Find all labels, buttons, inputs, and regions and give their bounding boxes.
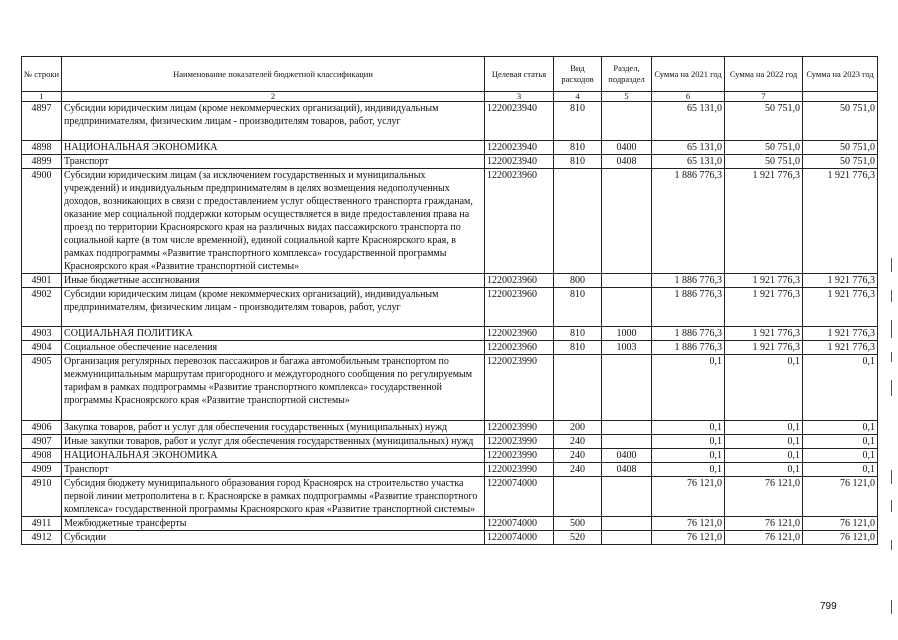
row-number: 4909 [22,463,62,477]
expense-type: 500 [554,517,602,531]
column-number: 3 [485,92,554,102]
header-section: Раздел, подраздел [602,57,652,92]
indicator-name: Иные бюджетные ассигнования [62,274,485,288]
sum-2021: 1 886 776,3 [652,341,725,355]
scan-edge-mark [891,290,892,302]
scan-edge-mark [891,470,892,484]
sum-2023: 0,1 [803,449,878,463]
sum-2023: 0,1 [803,463,878,477]
row-number: 4906 [22,421,62,435]
table-row [22,341,878,355]
section-code [602,477,652,517]
expense-type: 240 [554,449,602,463]
header-row-number: № строки [22,57,62,92]
indicator-name: Субсидии юридическим лицам (кроме некоммерческих организаций), индивидуальным предпринимателям, физическим лицам - производителям товаров, работ, услуг [62,288,485,327]
target-article: 1220023960 [485,274,554,288]
scan-edge-mark [891,320,892,338]
section-code [602,274,652,288]
target-article: 1220074000 [485,477,554,517]
indicator-name: Закупка товаров, работ и услуг для обеспечения государственных (муниципальных) нужд [62,421,485,435]
row-number: 4911 [22,517,62,531]
sum-2021: 1 886 776,3 [652,288,725,327]
column-number: 6 [652,92,725,102]
target-article: 1220074000 [485,531,554,545]
expense-type [554,355,602,421]
target-article: 1220023990 [485,421,554,435]
row-number: 4903 [22,327,62,341]
indicator-name: Субсидии юридическим лицам (за исключением государственных и муниципальных учреждений) и индивидуальным предпринимателям в целях возмещения недополученных доходов, возникающих в связи с предоставлением услуг общественного транспорта гражданам, оказание мер социальной поддержки которым осуществляется в виде предоставления права на проезд по территории Красноярского края на различных видах пассажирского транспорта по социальной карте (в том числе временной), единой социальной карте Красноярского края, в рамках подпрограммы «Развитие транспортного комплекса» государственной программы Красноярского края «Развитие транспортной системы» [62,169,485,274]
expense-type: 200 [554,421,602,435]
sum-2021: 65 131,0 [652,141,725,155]
indicator-name: Транспорт [62,155,485,169]
page-number: 799 [820,601,837,612]
target-article: 1220023960 [485,327,554,341]
indicator-name: Субсидии юридическим лицам (кроме некоммерческих организаций), индивидуальным предпринимателям, физическим лицам - производителям товаров, работ, услуг [62,102,485,141]
table-row [22,327,878,341]
expense-type: 520 [554,531,602,545]
section-code: 0408 [602,463,652,477]
sum-2023: 1 921 776,3 [803,341,878,355]
sum-2022: 50 751,0 [725,102,803,141]
expense-type: 800 [554,274,602,288]
scan-edge-mark [891,352,892,362]
sum-2021: 1 886 776,3 [652,327,725,341]
sum-2021: 0,1 [652,435,725,449]
sum-2022: 0,1 [725,435,803,449]
sum-2023: 50 751,0 [803,102,878,141]
section-code [602,288,652,327]
table-row [22,274,878,288]
sum-2021: 76 121,0 [652,477,725,517]
row-number: 4907 [22,435,62,449]
table-row [22,141,878,155]
row-number: 4910 [22,477,62,517]
sum-2023: 1 921 776,3 [803,274,878,288]
sum-2023: 1 921 776,3 [803,327,878,341]
row-number: 4898 [22,141,62,155]
sum-2022: 1 921 776,3 [725,327,803,341]
indicator-name: Транспорт [62,463,485,477]
sum-2023: 0,1 [803,355,878,421]
column-number [803,92,878,102]
budget-classification-table [21,56,878,545]
indicator-name: Иные закупки товаров, работ и услуг для обеспечения государственных (муниципальных) нужд [62,435,485,449]
sum-2021: 76 121,0 [652,517,725,531]
target-article: 1220023990 [485,355,554,421]
table-row [22,288,878,327]
table-row [22,102,878,141]
sum-2023: 76 121,0 [803,477,878,517]
sum-2022: 0,1 [725,449,803,463]
header-sum-2023: Сумма на 2023 год [803,57,878,92]
section-code: 0408 [602,155,652,169]
sum-2021: 65 131,0 [652,155,725,169]
indicator-name: НАЦИОНАЛЬНАЯ ЭКОНОМИКА [62,449,485,463]
expense-type: 810 [554,141,602,155]
target-article: 1220023990 [485,435,554,449]
sum-2023: 76 121,0 [803,517,878,531]
sum-2021: 0,1 [652,463,725,477]
target-article: 1220023940 [485,155,554,169]
row-number: 4912 [22,531,62,545]
section-code [602,421,652,435]
table-row [22,531,878,545]
row-number: 4900 [22,169,62,274]
column-number-row [22,92,878,102]
row-number: 4901 [22,274,62,288]
sum-2021: 1 886 776,3 [652,169,725,274]
sum-2022: 1 921 776,3 [725,169,803,274]
sum-2021: 0,1 [652,421,725,435]
expense-type: 240 [554,463,602,477]
indicator-name: Организация регулярных перевозок пассажиров и багажа автомобильным транспортом по межмуниципальным маршрутам пригородного и междугородного сообщения по регулируемым тарифам в рамках подпрограммы «Развитие транспортного комплекса» государственной программы Красноярского края «Развитие транспортной системы» [62,355,485,421]
target-article: 1220023940 [485,141,554,155]
section-code: 1003 [602,341,652,355]
expense-type: 810 [554,341,602,355]
indicator-name: СОЦИАЛЬНАЯ ПОЛИТИКА [62,327,485,341]
section-code [602,531,652,545]
sum-2022: 0,1 [725,355,803,421]
target-article: 1220023940 [485,102,554,141]
table-row [22,463,878,477]
scan-edge-mark [891,258,892,272]
sum-2023: 76 121,0 [803,531,878,545]
expense-type: 240 [554,435,602,449]
indicator-name: Субсидия бюджету муниципального образования город Красноярск на строительство участка первой линии метрополитена в г. Красноярске в рамках подпрограммы «Развитие транспортного комплекса» государственной программы Красноярского края «Развитие транспортной системы» [62,477,485,517]
sum-2021: 76 121,0 [652,531,725,545]
column-number: 5 [602,92,652,102]
sum-2023: 0,1 [803,435,878,449]
header-sum-2021: Сумма на 2021 год [652,57,725,92]
sum-2022: 50 751,0 [725,141,803,155]
target-article: 1220023960 [485,169,554,274]
expense-type: 810 [554,155,602,169]
expense-type: 810 [554,288,602,327]
row-number: 4905 [22,355,62,421]
indicator-name: Субсидии [62,531,485,545]
section-code [602,102,652,141]
sum-2022: 76 121,0 [725,531,803,545]
header-target-article: Целевая статья [485,57,554,92]
scan-edge-mark [891,380,892,396]
sum-2023: 1 921 776,3 [803,288,878,327]
table-row [22,355,878,421]
sum-2022: 1 921 776,3 [725,288,803,327]
row-number: 4904 [22,341,62,355]
row-number: 4902 [22,288,62,327]
section-code [602,517,652,531]
sum-2021: 0,1 [652,355,725,421]
sum-2023: 50 751,0 [803,141,878,155]
table-row [22,435,878,449]
section-code [602,435,652,449]
scan-edge-mark [891,600,892,614]
expense-type [554,169,602,274]
target-article: 1220023960 [485,288,554,327]
sum-2022: 1 921 776,3 [725,274,803,288]
header-expense-type: Вид расходов [554,57,602,92]
indicator-name: Социальное обеспечение населения [62,341,485,355]
table-header-row [22,57,878,92]
sum-2021: 65 131,0 [652,102,725,141]
sum-2023: 50 751,0 [803,155,878,169]
sum-2022: 50 751,0 [725,155,803,169]
sum-2022: 76 121,0 [725,517,803,531]
section-code [602,169,652,274]
column-number: 1 [22,92,62,102]
sum-2022: 76 121,0 [725,477,803,517]
expense-type: 810 [554,102,602,141]
table-row [22,169,878,274]
column-number: 7 [725,92,803,102]
row-number: 4899 [22,155,62,169]
target-article: 1220074000 [485,517,554,531]
table-row [22,517,878,531]
sum-2021: 0,1 [652,449,725,463]
table-row [22,155,878,169]
sum-2022: 1 921 776,3 [725,341,803,355]
section-code: 0400 [602,449,652,463]
target-article: 1220023990 [485,463,554,477]
header-sum-2022: Сумма на 2022 год [725,57,803,92]
section-code [602,355,652,421]
table-row [22,421,878,435]
sum-2023: 0,1 [803,421,878,435]
table-row [22,477,878,517]
sum-2022: 0,1 [725,421,803,435]
section-code: 1000 [602,327,652,341]
indicator-name: Межбюджетные трансферты [62,517,485,531]
expense-type: 810 [554,327,602,341]
indicator-name: НАЦИОНАЛЬНАЯ ЭКОНОМИКА [62,141,485,155]
scan-edge-mark [891,500,892,512]
row-number: 4908 [22,449,62,463]
column-number: 4 [554,92,602,102]
expense-type [554,477,602,517]
section-code: 0400 [602,141,652,155]
sum-2022: 0,1 [725,463,803,477]
column-number: 2 [62,92,485,102]
header-indicator-name: Наименование показателей бюджетной классификации [62,57,485,92]
sum-2021: 1 886 776,3 [652,274,725,288]
table-row [22,449,878,463]
target-article: 1220023960 [485,341,554,355]
target-article: 1220023990 [485,449,554,463]
sum-2023: 1 921 776,3 [803,169,878,274]
row-number: 4897 [22,102,62,141]
scan-edge-mark [891,540,892,550]
